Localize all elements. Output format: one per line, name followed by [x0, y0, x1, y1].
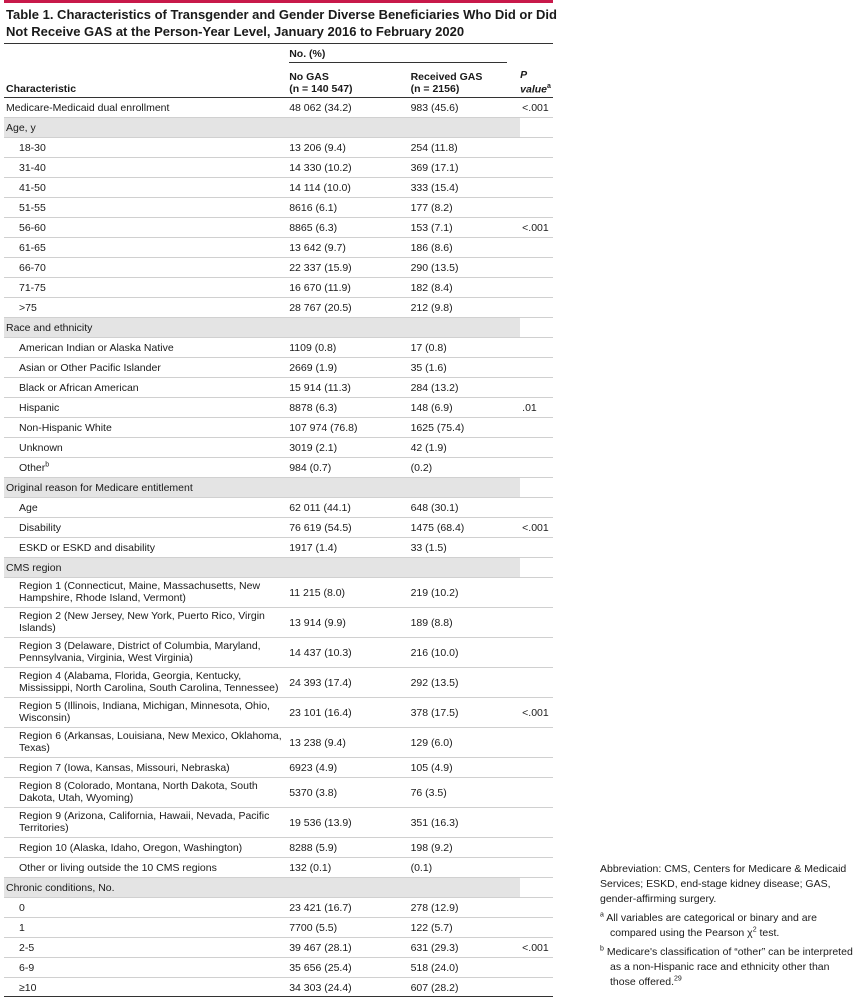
row-label	[4, 138, 289, 158]
row-label	[4, 438, 289, 458]
table-row	[4, 418, 553, 438]
category-row	[4, 318, 553, 338]
cell-no-gas: 76 619 (54.5)	[289, 521, 352, 534]
table-row	[4, 918, 553, 938]
cell-no-gas: 35 656 (25.4)	[289, 961, 352, 974]
cell-no-gas: 13 206 (9.4)	[289, 141, 346, 154]
cell-no-gas: 34 303 (24.4)	[289, 981, 352, 994]
row-label	[4, 338, 289, 358]
table-row	[4, 538, 553, 558]
title-rule	[4, 43, 553, 44]
cell-no-gas: 5370 (3.8)	[289, 786, 338, 799]
cell-received-gas: 186 (8.6)	[410, 241, 453, 254]
table-row	[4, 838, 553, 858]
row-label	[4, 978, 289, 998]
cell-p-value	[520, 138, 553, 158]
row-label-text: 1	[19, 921, 25, 934]
cell-p-value	[520, 578, 553, 608]
table-row	[4, 238, 553, 258]
row-label	[4, 478, 289, 498]
cell-no-gas: 984 (0.7)	[289, 461, 332, 474]
row-label	[4, 398, 289, 418]
row-label-text: Chronic conditions, No.	[6, 881, 115, 894]
cell-received-gas: 198 (9.2)	[410, 841, 453, 854]
table-row	[4, 138, 553, 158]
cell-received-gas: 182 (8.4)	[410, 281, 453, 294]
cell-received-gas: 648 (30.1)	[410, 501, 459, 514]
row-label	[4, 758, 289, 778]
cell-no-gas: 16 670 (11.9)	[289, 281, 351, 294]
cell-no-gas: 24 393 (17.4)	[289, 676, 352, 689]
abbreviation-note: Abbreviation: CMS, Centers for Medicare & Medicaid Services; ESKD, end-stage kidney disease; GAS, gender-affirming surgery.	[600, 863, 847, 905]
cell-no-gas: 8616 (6.1)	[289, 201, 338, 214]
row-label-text: Hispanic	[19, 401, 60, 414]
table-row	[4, 608, 553, 638]
cell-no-gas: 7700 (5.5)	[289, 921, 338, 934]
row-label	[4, 278, 289, 298]
table-row	[4, 578, 553, 608]
table-row	[4, 458, 553, 478]
table-row	[4, 298, 553, 318]
cell-received-gas: 290 (13.5)	[410, 261, 459, 274]
cell-no-gas: 8878 (6.3)	[289, 401, 338, 414]
cell-no-gas: 6923 (4.9)	[289, 761, 338, 774]
cell-p-value	[520, 198, 553, 218]
cell-received-gas	[411, 558, 521, 578]
cell-received-gas: 631 (29.3)	[410, 941, 459, 954]
row-label	[4, 958, 289, 978]
row-label	[4, 238, 289, 258]
cell-no-gas: 48 062 (34.2)	[289, 101, 352, 114]
cell-no-gas: 3019 (2.1)	[289, 441, 338, 454]
table-row	[4, 198, 553, 218]
cell-p-value	[520, 318, 553, 338]
title-accent-bar	[4, 0, 553, 3]
cell-p-value	[520, 558, 553, 578]
footnote-marker: b	[45, 461, 50, 468]
cell-received-gas: 216 (10.0)	[410, 646, 459, 659]
cell-p-value	[520, 478, 553, 498]
cell-p-value	[520, 258, 553, 278]
table-row	[4, 938, 553, 958]
row-label	[4, 318, 289, 338]
footnote-b: $^b$ Medicare's classification of “other” can be interpreted as a non-Hispanic race and ethnicity other than those offered.$^{29}$	[600, 945, 853, 988]
row-label	[4, 498, 289, 518]
row-label	[4, 178, 289, 198]
row-label-text: Region 6 (Arkansas, Louisiana, New Mexico, Oklahoma, Texas)	[19, 730, 282, 754]
header-p-value: P value$^a$	[520, 68, 551, 95]
row-label-text: 41-50	[19, 181, 46, 194]
cell-received-gas: 518 (24.0)	[410, 961, 459, 974]
table-row	[4, 668, 553, 698]
row-label-text: Region 1 (Connecticut, Maine, Massachusetts, New Hampshire, Rhode Island, Vermont)	[19, 580, 261, 604]
table-row	[4, 258, 553, 278]
cell-no-gas: 14 330 (10.2)	[289, 161, 352, 174]
row-label	[4, 808, 289, 838]
table-row	[4, 778, 553, 808]
row-label-text: Region 9 (Arizona, California, Hawaii, Nevada, Pacific Territories)	[19, 810, 270, 834]
row-label	[4, 918, 289, 938]
header-no-gas: No GAS (n = 140 547)	[289, 71, 353, 95]
category-row	[4, 558, 553, 578]
cell-p-value	[520, 438, 553, 458]
row-label-text: CMS region	[6, 561, 62, 574]
row-label	[4, 858, 289, 878]
table-row	[4, 278, 553, 298]
cell-no-gas: 132 (0.1)	[289, 861, 332, 874]
cell-p-value	[520, 238, 553, 258]
row-label-text: >75	[19, 301, 37, 314]
row-label-text: 66-70	[19, 261, 46, 274]
table-row	[4, 498, 553, 518]
row-label-text: Region 10 (Alaska, Idaho, Oregon, Washington)	[19, 841, 243, 854]
cell-no-gas: 62 011 (44.1)	[289, 501, 351, 514]
row-label	[4, 358, 289, 378]
cell-p-value: <.001	[522, 521, 549, 534]
cell-received-gas: 122 (5.7)	[410, 921, 453, 934]
row-label	[4, 638, 289, 668]
cell-p-value	[520, 418, 553, 438]
cell-received-gas: 351 (16.3)	[410, 816, 459, 829]
cell-received-gas: 42 (1.9)	[410, 441, 447, 454]
header-characteristic: Characteristic	[6, 83, 77, 95]
table-row	[4, 518, 553, 538]
row-label-text: ESKD or ESKD and disability	[19, 541, 155, 554]
cell-p-value	[520, 778, 553, 808]
cell-p-value: <.001	[522, 221, 549, 234]
row-label-text: Region 8 (Colorado, Montana, North Dakota, South Dakota, Utah, Wyoming)	[19, 780, 258, 804]
table-row	[4, 378, 553, 398]
table-row	[4, 958, 553, 978]
row-label	[4, 198, 289, 218]
row-label-text: Region 4 (Alabama, Florida, Georgia, Kentucky, Mississippi, North Carolina, South Carolina, Tennessee)	[19, 670, 279, 694]
footnote-a: $^a$ All variables are categorical or binary and are compared using the Pearson $\chi^2$ test.	[600, 911, 817, 939]
row-label-text: ≥10	[19, 981, 37, 994]
cell-no-gas: 13 642 (9.7)	[289, 241, 346, 254]
cell-received-gas: 189 (8.8)	[410, 616, 453, 629]
cell-p-value	[520, 728, 553, 758]
cell-received-gas: 129 (6.0)	[410, 736, 453, 749]
cell-received-gas: 1475 (68.4)	[410, 521, 465, 534]
table-row	[4, 808, 553, 838]
cell-no-gas	[289, 878, 410, 898]
table-row	[4, 158, 553, 178]
row-label-text: Other or living outside the 10 CMS regions	[19, 861, 217, 874]
cell-p-value: .01	[522, 401, 537, 414]
cell-p-value	[520, 668, 553, 698]
table-notes	[600, 862, 858, 994]
cell-received-gas: 1625 (75.4)	[410, 421, 465, 434]
row-label	[4, 558, 289, 578]
table-row	[4, 858, 553, 878]
cell-p-value	[520, 638, 553, 668]
cell-p-value	[520, 358, 553, 378]
cell-p-value	[520, 458, 553, 478]
row-label	[4, 258, 289, 278]
row-label-text: Region 5 (Illinois, Indiana, Michigan, Minnesota, Ohio, Wisconsin)	[19, 700, 270, 724]
row-label	[4, 538, 289, 558]
table-row	[4, 398, 553, 418]
table-row	[4, 638, 553, 668]
table-row	[4, 898, 553, 918]
row-label-text: Black or African American	[19, 381, 139, 394]
table-row	[4, 338, 553, 358]
cell-no-gas: 28 767 (20.5)	[289, 301, 352, 314]
row-label-text: Unknown	[19, 441, 63, 454]
characteristics-table	[4, 47, 553, 998]
cell-p-value	[520, 178, 553, 198]
category-row	[4, 878, 553, 898]
cell-p-value	[520, 898, 553, 918]
cell-received-gas: 333 (15.4)	[410, 181, 459, 194]
cell-no-gas: 22 337 (15.9)	[289, 261, 352, 274]
table-row	[4, 758, 553, 778]
row-label	[4, 118, 289, 138]
cell-no-gas: 1109 (0.8)	[289, 341, 337, 354]
row-label-text: 71-75	[19, 281, 46, 294]
table-row	[4, 978, 553, 998]
row-label	[4, 878, 289, 898]
cell-received-gas: 378 (17.5)	[410, 706, 459, 719]
cell-p-value: <.001	[522, 101, 549, 114]
row-label	[4, 518, 289, 538]
header-received-gas: Received GAS (n = 2156)	[410, 71, 483, 95]
table-row	[4, 438, 553, 458]
cell-received-gas	[411, 878, 521, 898]
row-label	[4, 98, 289, 118]
row-label-text: Race and ethnicity	[6, 321, 93, 334]
cell-no-gas: 19 536 (13.9)	[289, 816, 352, 829]
row-label	[4, 578, 289, 608]
cell-received-gas	[411, 118, 521, 138]
row-label-text: 51-55	[19, 201, 46, 214]
cell-received-gas: 33 (1.5)	[410, 541, 447, 554]
row-label	[4, 218, 289, 238]
row-label	[4, 298, 289, 318]
row-label-text: 31-40	[19, 161, 46, 174]
row-label	[4, 418, 289, 438]
row-label-text: 18-30	[19, 141, 46, 154]
cell-p-value: <.001	[522, 941, 549, 954]
cell-no-gas	[289, 318, 410, 338]
row-label-text: Asian or Other Pacific Islander	[19, 361, 161, 374]
cell-received-gas: 148 (6.9)	[410, 401, 453, 414]
cell-p-value	[520, 758, 553, 778]
cell-received-gas: 983 (45.6)	[410, 101, 459, 114]
cell-received-gas: 254 (11.8)	[410, 141, 458, 154]
row-label-text: 56-60	[19, 221, 46, 234]
cell-p-value	[520, 978, 553, 998]
cell-received-gas	[411, 478, 521, 498]
table-row	[4, 178, 553, 198]
cell-received-gas: 219 (10.2)	[410, 586, 459, 599]
row-label	[4, 938, 289, 958]
cell-no-gas	[289, 478, 410, 498]
row-label-text: Region 3 (Delaware, District of Columbia, Maryland, Pennsylvania, Virginia, West Virginia)	[19, 640, 261, 664]
cell-p-value	[520, 838, 553, 858]
category-row	[4, 118, 553, 138]
cell-p-value	[520, 298, 553, 318]
row-label	[4, 698, 289, 728]
cell-received-gas	[411, 318, 521, 338]
row-label-text: 0	[19, 901, 25, 914]
row-label	[4, 838, 289, 858]
row-label	[4, 778, 289, 808]
cell-received-gas: 607 (28.2)	[410, 981, 459, 994]
cell-no-gas	[289, 118, 410, 138]
cell-no-gas: 23 421 (16.7)	[289, 901, 352, 914]
cell-no-gas: 13 238 (9.4)	[289, 736, 346, 749]
row-label-text: Other	[19, 461, 46, 474]
cell-no-gas: 8288 (5.9)	[289, 841, 338, 854]
row-label-text: Age	[19, 501, 38, 514]
cell-received-gas: 35 (1.6)	[410, 361, 447, 374]
cell-received-gas: 278 (12.9)	[410, 901, 459, 914]
table-row	[4, 218, 553, 238]
cell-no-gas: 23 101 (16.4)	[289, 706, 352, 719]
cell-p-value	[520, 538, 553, 558]
cell-p-value	[520, 278, 553, 298]
row-label-text: Region 7 (Iowa, Kansas, Missouri, Nebraska)	[19, 761, 230, 774]
row-label	[4, 458, 289, 478]
table-title: Table 1. Characteristics of Transgender and Gender Diverse Beneficiaries Who Did or Did Not Receive GAS at the Person-Year Level, January 2016 to February 2020	[6, 7, 557, 39]
row-label-text: Non-Hispanic White	[19, 421, 112, 434]
table-row	[4, 728, 553, 758]
row-label	[4, 728, 289, 758]
table-body	[4, 98, 553, 998]
cell-p-value	[520, 878, 553, 898]
cell-p-value	[520, 858, 553, 878]
table-bottom-rule	[4, 996, 553, 997]
cell-no-gas: 39 467 (28.1)	[289, 941, 352, 954]
row-label	[4, 378, 289, 398]
row-label	[4, 668, 289, 698]
row-label-text: 2-5	[19, 941, 35, 954]
cell-no-gas: 1917 (1.4)	[289, 541, 338, 554]
table-row	[4, 698, 553, 728]
cell-received-gas: 17 (0.8)	[410, 341, 447, 354]
cell-p-value	[520, 918, 553, 938]
table-row	[4, 358, 553, 378]
row-label-text: American Indian or Alaska Native	[19, 341, 174, 354]
row-label-text: Disability	[19, 521, 62, 534]
cell-received-gas: 284 (13.2)	[410, 381, 459, 394]
cell-received-gas: (0.2)	[410, 461, 433, 474]
cell-no-gas: 11 215 (8.0)	[289, 586, 346, 599]
row-label-text: 6-9	[19, 961, 35, 974]
cell-received-gas: 177 (8.2)	[410, 201, 453, 214]
row-label-text: Medicare-Medicaid dual enrollment	[6, 101, 170, 114]
cell-received-gas: 105 (4.9)	[410, 761, 453, 774]
cell-p-value	[520, 808, 553, 838]
cell-no-gas: 8865 (6.3)	[289, 221, 338, 234]
table-row	[4, 98, 553, 118]
cell-p-value	[520, 378, 553, 398]
cell-p-value	[520, 498, 553, 518]
row-label-text: Age, y	[6, 121, 36, 134]
cell-p-value	[520, 118, 553, 138]
row-label-text: 61-65	[19, 241, 46, 254]
category-row	[4, 478, 553, 498]
column-group-header: No. (%)	[289, 47, 520, 65]
row-label	[4, 608, 289, 638]
cell-received-gas: 153 (7.1)	[410, 221, 453, 234]
cell-p-value	[520, 338, 553, 358]
cell-received-gas: 292 (13.5)	[410, 676, 459, 689]
cell-no-gas	[289, 558, 410, 578]
cell-no-gas: 13 914 (9.9)	[289, 616, 346, 629]
row-label-text: Region 2 (New Jersey, New York, Puerto Rico, Virgin Islands)	[19, 610, 265, 634]
cell-no-gas: 14 114 (10.0)	[289, 181, 351, 194]
cell-p-value: <.001	[522, 706, 549, 719]
cell-received-gas: 76 (3.5)	[410, 786, 447, 799]
cell-no-gas: 107 974 (76.8)	[289, 421, 358, 434]
cell-p-value	[520, 958, 553, 978]
cell-received-gas: (0.1)	[410, 861, 433, 874]
row-label-text: Original reason for Medicare entitlement	[6, 481, 193, 494]
cell-received-gas: 212 (9.8)	[410, 301, 453, 314]
cell-received-gas: 369 (17.1)	[410, 161, 459, 174]
cell-no-gas: 14 437 (10.3)	[289, 646, 352, 659]
cell-p-value	[520, 158, 553, 178]
cell-p-value	[520, 608, 553, 638]
cell-no-gas: 15 914 (11.3)	[289, 381, 351, 394]
row-label	[4, 158, 289, 178]
cell-no-gas: 2669 (1.9)	[289, 361, 338, 374]
row-label	[4, 898, 289, 918]
